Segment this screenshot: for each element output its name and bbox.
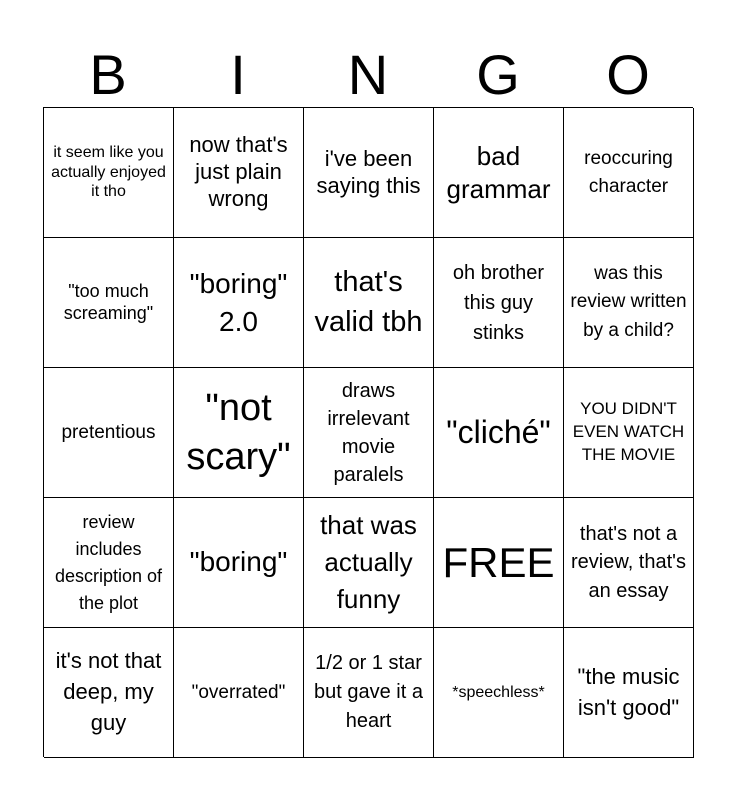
bingo-cell-r1c3[interactable] <box>304 108 434 238</box>
cell-text: "too much screaming" <box>63 280 154 323</box>
cell-text: that was actually funny <box>320 510 417 614</box>
cell-text: pretentious <box>61 421 156 443</box>
bingo-cell-r5c1[interactable] <box>44 628 174 758</box>
cell-text: "boring" <box>189 546 288 578</box>
bingo-cell-r5c5[interactable] <box>564 628 694 758</box>
header-letter-g: G <box>476 43 520 106</box>
bingo-cell-r2c5[interactable] <box>564 238 694 368</box>
bingo-cell-r2c2[interactable] <box>174 238 304 368</box>
bingo-cell-r1c5[interactable] <box>564 108 694 238</box>
bingo-cell-r4c1[interactable] <box>44 498 174 628</box>
bingo-cell-r2c3[interactable] <box>304 238 434 368</box>
cell-text: was this review written by a child? <box>570 262 687 341</box>
bingo-cell-r5c3[interactable] <box>304 628 434 758</box>
bingo-cell-r5c2[interactable] <box>174 628 304 758</box>
cell-text: 1/2 or 1 star but gave it a heart <box>314 652 423 732</box>
cell-text: *speechless* <box>452 683 545 701</box>
bingo-cell-r3c3[interactable] <box>304 368 434 498</box>
header-letter-o: O <box>606 43 650 106</box>
header-letter-n: N <box>347 43 389 106</box>
bingo-cell-r4c4[interactable] <box>434 498 564 628</box>
cell-text: "cliché" <box>446 413 551 450</box>
bingo-cell-r1c4[interactable] <box>434 108 564 238</box>
bingo-card-grid <box>43 107 693 757</box>
bingo-header <box>43 42 693 108</box>
cell-text: "the music isn't good" <box>577 663 680 720</box>
cell-text: "boring" 2.0 <box>189 267 288 337</box>
cell-text: that's not a review, that's an essay <box>571 522 686 602</box>
cell-text: reoccuring character <box>584 147 673 197</box>
bingo-cell-r4c3[interactable] <box>304 498 434 628</box>
bingo-cell-r1c2[interactable] <box>174 108 304 238</box>
free-space-text: FREE <box>442 538 555 586</box>
bingo-cell-r2c4[interactable] <box>434 238 564 368</box>
cell-text: it's not that deep, my guy <box>55 648 162 735</box>
bingo-cell-r4c5[interactable] <box>564 498 694 628</box>
bingo-cell-r3c5[interactable] <box>564 368 694 498</box>
bingo-cell-r4c2[interactable] <box>174 498 304 628</box>
cell-text: i've been saying this <box>316 145 421 198</box>
bingo-cell-r1c1[interactable] <box>44 108 174 238</box>
cell-text: that's valid tbh <box>314 266 423 338</box>
cell-text: oh brother this guy stinks <box>452 261 545 344</box>
bingo-cell-r3c4[interactable] <box>434 368 564 498</box>
cell-text: "not scary" <box>186 386 291 478</box>
cell-text: YOU DIDN'T EVEN WATCH THE MOVIE <box>572 399 685 464</box>
cell-text: draws irrelevant movie paralels <box>327 379 410 486</box>
bingo-cell-r3c2[interactable] <box>174 368 304 498</box>
bingo-cell-r2c1[interactable] <box>44 238 174 368</box>
header-letter-i: I <box>230 43 246 106</box>
cell-text: now that's just plain wrong <box>189 132 288 211</box>
bingo-cell-r3c1[interactable] <box>44 368 174 498</box>
cell-text: bad grammar <box>446 141 551 204</box>
cell-text: it seem like you actually enjoyed it tho <box>51 144 166 201</box>
cell-text: "overrated" <box>191 681 286 703</box>
bingo-cell-r5c4[interactable] <box>434 628 564 758</box>
cell-text: review includes description of the plot <box>54 511 163 613</box>
header-letter-b: B <box>89 43 127 106</box>
